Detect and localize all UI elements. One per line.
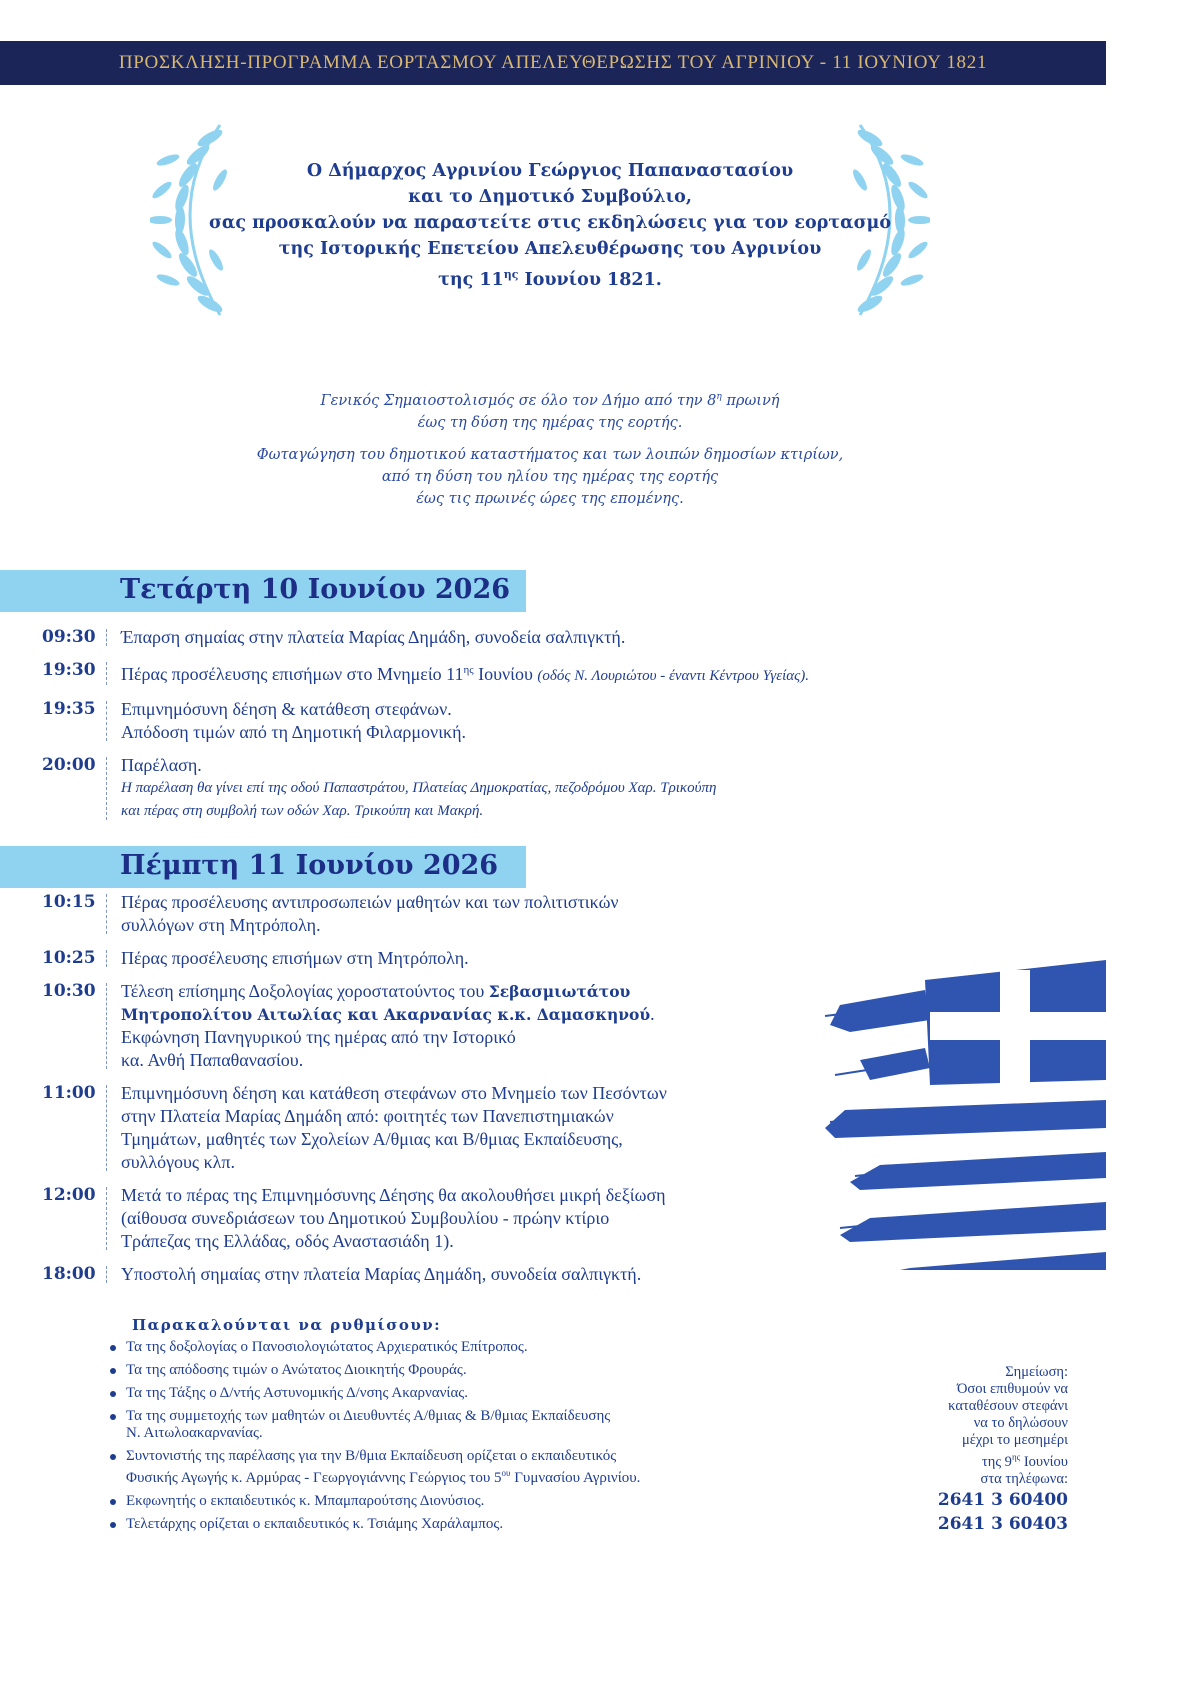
event-description bbox=[121, 698, 1000, 744]
note-text: έως τη δύση της ημέρας της εορτής. bbox=[417, 414, 683, 431]
event-description bbox=[121, 659, 1000, 688]
list-item: Τα της Τάξης ο Δ/ντής Αστυνομικής Δ/νσης Ακαρνανίας. bbox=[105, 1385, 865, 1402]
timeline-divider bbox=[106, 757, 107, 820]
event-description: Υποστολή σημαίας στην πλατεία Μαρίας Δημάδη, συνοδεία σαλπιγκτή. bbox=[121, 1264, 642, 1284]
list-item bbox=[105, 1408, 865, 1442]
day2-title: Πέμπτη 11 Ιουνίου 2026 bbox=[120, 850, 499, 881]
event-text: Επιμνημόσυνη δέηση και κατάθεση στεφάνων στο Μνημείο των Πεσόντων bbox=[121, 1083, 667, 1103]
note-text: από τη δύση του ηλίου της ημέρας της εορτής bbox=[381, 468, 719, 485]
timeline-divider bbox=[106, 1266, 107, 1283]
ordinal-suffix: ης bbox=[1011, 1452, 1021, 1462]
lighting-note bbox=[180, 444, 920, 510]
schedule-row bbox=[0, 626, 1000, 649]
phone-number[interactable]: 2641 3 60400 bbox=[937, 1489, 1068, 1510]
event-time: 11:00 bbox=[42, 1083, 96, 1103]
phone-number[interactable]: 2641 3 60403 bbox=[937, 1513, 1068, 1534]
invitation-line bbox=[180, 262, 920, 293]
timeline-divider bbox=[106, 662, 107, 685]
timeline-divider bbox=[106, 1187, 107, 1250]
event-text: Τράπεζας της Ελλάδας, οδός Αναστασιάδη 1). bbox=[121, 1231, 454, 1251]
greek-flag-graphic bbox=[820, 950, 1106, 1270]
invitation-line: σας προσκαλούν να παραστείτε στις εκδηλώσεις για τον εορτασμό bbox=[209, 213, 891, 233]
invitation-line: της Ιστορικής Επετείου Απελευθέρωσης του Αγρινίου bbox=[278, 239, 822, 259]
invitation-date-pre: της 11 bbox=[438, 269, 504, 290]
note-text: έως τις πρωινές ώρες της επομένης. bbox=[416, 490, 684, 507]
event-time: 10:30 bbox=[42, 981, 96, 1001]
event-time: 10:25 bbox=[42, 948, 96, 968]
list-item-text: Γυμνασίου Αγρινίου. bbox=[510, 1470, 641, 1486]
list-item-text: Τα της συμμετοχής των μαθητών οι Διευθυντές Α/θμιας & Β/θμιας Εκπαίδευσης bbox=[126, 1408, 611, 1424]
invitation-text bbox=[180, 158, 920, 293]
list-item: Τα της δοξολογίας ο Πανοσιολογιώτατος Αρχιερατικός Επίτροπος. bbox=[105, 1339, 865, 1356]
decoration-notes bbox=[180, 386, 920, 520]
note-text: Φωταγώγηση του δημοτικού καταστήματος και των λοιπών δημοσίων κτιρίων, bbox=[256, 446, 844, 463]
event-time: 09:30 bbox=[42, 627, 96, 647]
ordinal-suffix: ης bbox=[463, 664, 474, 676]
list-item-text: Συντονιστής της παρέλασης για την Β/θμια Εκπαίδευση ορίζεται ο εκπαιδευτικός bbox=[126, 1448, 617, 1464]
ordinal-suffix: η bbox=[716, 392, 722, 402]
schedule-row bbox=[0, 698, 1000, 744]
event-text: Παρέλαση. bbox=[121, 755, 202, 775]
note-text: στα τηλέφωνα: bbox=[980, 1470, 1068, 1487]
event-description: Έπαρση σημαίας στην πλατεία Μαρίας Δημάδη, συνοδεία σαλπιγκτή. bbox=[121, 627, 626, 647]
note-text: Όσοι επιθυμούν να bbox=[956, 1381, 1068, 1397]
note-text: μέχρι το μεσημέρι bbox=[961, 1432, 1068, 1448]
note-text: της 9 bbox=[981, 1453, 1012, 1470]
invitation-line: και το Δημοτικό Συμβούλιο, bbox=[408, 187, 692, 207]
timeline-divider bbox=[106, 950, 107, 967]
note-text: πρωινή bbox=[721, 392, 780, 409]
event-text: Τμημάτων, μαθητές των Σχολείων Α/θμιας και Β/θμιας Εκπαίδευσης, bbox=[121, 1129, 623, 1149]
schedule-row bbox=[0, 659, 1000, 688]
day1-schedule bbox=[0, 626, 1000, 831]
list-item: Τα της απόδοσης τιμών ο Ανώτατος Διοικητής Φρουράς. bbox=[105, 1362, 865, 1379]
timeline-divider bbox=[106, 629, 107, 646]
wreath-note bbox=[880, 1364, 1068, 1536]
invitation-date-post: Ιουνίου 1821. bbox=[518, 269, 662, 290]
event-text: στην Πλατεία Μαρίας Δημάδη από: φοιτητές των Πανεπιστημιακών bbox=[121, 1106, 614, 1126]
event-text: Απόδοση τιμών από τη Δημοτική Φιλαρμονική. bbox=[121, 722, 467, 742]
event-text: συλλόγων στη Μητρόπολη. bbox=[121, 915, 321, 935]
event-time: 19:30 bbox=[42, 660, 96, 680]
event-text: Τέλεση επίσημης Δοξολογίας χοροστατούντος του bbox=[121, 981, 489, 1001]
event-text: συλλόγους κλπ. bbox=[121, 1152, 235, 1172]
event-text: Ιουνίου bbox=[473, 664, 538, 684]
note-text: Ιουνίου bbox=[1020, 1453, 1068, 1470]
list-item-text: Φυσικής Αγωγής κ. Αρμύρας - Γεωργογιάννης Γεώργιος του 5 bbox=[126, 1470, 502, 1486]
event-text: Μετά το πέρας της Επιμνημόσυνης Δέησης θα ακολουθήσει μικρή δεξίωση bbox=[121, 1185, 666, 1205]
schedule-row bbox=[0, 754, 1000, 823]
event-time: 20:00 bbox=[42, 755, 96, 775]
event-time: 12:00 bbox=[42, 1185, 96, 1205]
requests-list bbox=[105, 1339, 865, 1533]
event-text: . bbox=[650, 1004, 655, 1024]
day1-heading-band bbox=[0, 570, 526, 612]
metropolitan-title: Σεβασμιωτάτου bbox=[488, 982, 631, 1001]
requests-section bbox=[105, 1316, 865, 1539]
timeline-divider bbox=[106, 1085, 107, 1171]
title-banner bbox=[0, 41, 1106, 85]
event-description: Πέρας προσέλευσης επισήμων στη Μητρόπολη. bbox=[121, 948, 469, 968]
event-text: Πέρας προσέλευσης επισήμων στο Μνημείο 11 bbox=[121, 664, 464, 684]
list-item: Τελετάρχης ορίζεται ο εκπαιδευτικός κ. Τσιάμης Χαράλαμπος. bbox=[105, 1516, 865, 1533]
ordinal-suffix: ου bbox=[501, 1468, 511, 1478]
event-text: Εκφώνηση Πανηγυρικού της ημέρας από την Ιστορικό bbox=[121, 1027, 516, 1047]
metropolitan-name: Μητροπολίτου Αιτωλίας και Ακαρνανίας κ.κ. Δαμασκηνού bbox=[121, 1005, 651, 1024]
note-heading: Σημείωση: bbox=[1005, 1364, 1068, 1380]
event-text: κα. Ανθή Παπαθανασίου. bbox=[121, 1050, 304, 1070]
event-time: 19:35 bbox=[42, 699, 96, 719]
day1-title: Τετάρτη 10 Ιουνίου 2026 bbox=[120, 574, 511, 605]
list-item-text: Ν. Αιτωλοακαρνανίας. bbox=[126, 1425, 263, 1441]
requests-title: Παρακαλούνται να ρυθμίσουν: bbox=[132, 1316, 442, 1334]
page-title: ΠΡΟΣΚΛΗΣΗ-ΠΡΟΓΡΑΜΜΑ ΕΟΡΤΑΣΜΟΥ ΑΠΕΛΕΥΘΕΡΩΣΗΣ ΤΟΥ ΑΓΡΙΝΙΟΥ - 11 ΙΟΥΝΙΟΥ 1821 bbox=[118, 52, 988, 73]
note-text: να το δηλώσουν bbox=[973, 1415, 1068, 1431]
schedule-row bbox=[0, 891, 1000, 937]
note-text bbox=[880, 1449, 1068, 1471]
flag-decoration-note bbox=[180, 386, 920, 434]
list-item bbox=[105, 1448, 865, 1487]
invitation-line: Ο Δήμαρχος Αγρινίου Γεώργιος Παπαναστασίου bbox=[306, 161, 794, 181]
note-text: Γενικός Σημαιοστολισμός σε όλο τον Δήμο από την 8 bbox=[320, 392, 717, 409]
event-text: Πέρας προσέλευσης αντιπροσωπειών μαθητών και των πολιτιστικών bbox=[121, 892, 619, 912]
timeline-divider bbox=[106, 894, 107, 934]
note-text: καταθέσουν στεφάνι bbox=[948, 1398, 1068, 1414]
day2-heading-band bbox=[0, 846, 526, 888]
event-time: 18:00 bbox=[42, 1264, 96, 1284]
parade-route: και πέρας στη συμβολή των οδών Χαρ. Τρικούπη και Μακρή. bbox=[121, 803, 484, 819]
event-location: (οδός Ν. Λουριώτου - έναντι Κέντρου Υγείας). bbox=[537, 668, 809, 684]
timeline-divider bbox=[106, 983, 107, 1069]
event-description bbox=[121, 754, 1000, 823]
ordinal-suffix: ης bbox=[503, 268, 519, 281]
list-item: Εκφωνητής ο εκπαιδευτικός κ. Μπαμπαρούτσης Διονύσιος. bbox=[105, 1493, 865, 1510]
event-time: 10:15 bbox=[42, 892, 96, 912]
event-text: (αίθουσα συνεδριάσεων του Δημοτικού Συμβουλίου - πρώην κτίριο bbox=[121, 1208, 610, 1228]
parade-route: Η παρέλαση θα γίνει επί της οδού Παπαστράτου, Πλατείας Δημοκρατίας, πεζοδρόμου Χαρ. Τρικούπη bbox=[121, 780, 717, 796]
event-description bbox=[121, 891, 1000, 937]
timeline-divider bbox=[106, 701, 107, 741]
event-text: Επιμνημόσυνη δέηση & κατάθεση στεφάνων. bbox=[121, 699, 452, 719]
